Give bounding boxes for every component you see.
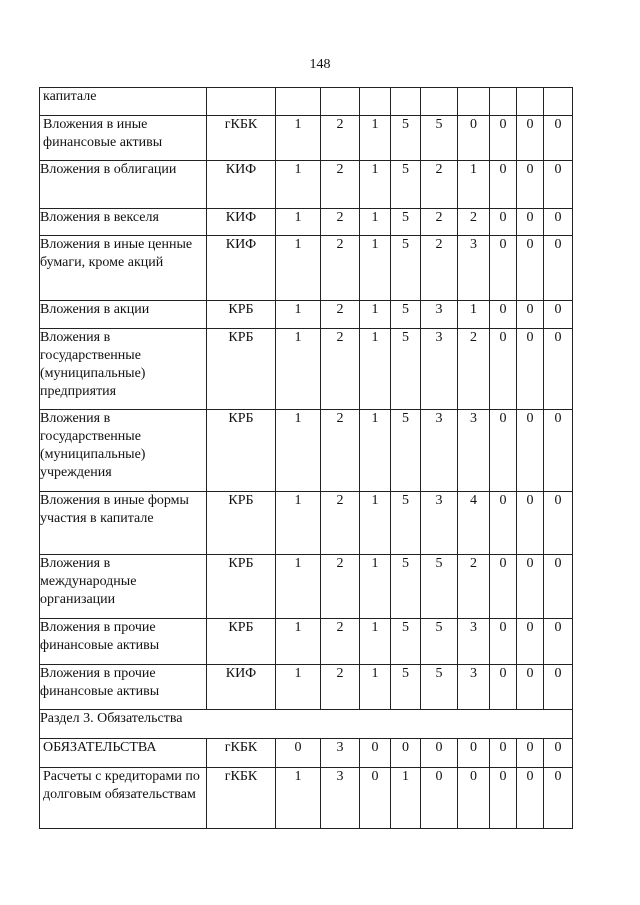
digit-cell: 1 bbox=[360, 492, 391, 555]
digit-cell: 0 bbox=[517, 619, 544, 665]
digit-cell: 2 bbox=[321, 665, 360, 710]
digit-cell: 1 bbox=[360, 209, 391, 236]
digit-cell: 5 bbox=[391, 410, 421, 492]
digit-cell: 2 bbox=[321, 161, 360, 209]
row-code: КИФ bbox=[207, 236, 276, 301]
digit-cell: 2 bbox=[321, 329, 360, 410]
row-code: КРБ bbox=[207, 329, 276, 410]
table-row bbox=[40, 739, 573, 768]
digit-cell: 1 bbox=[391, 768, 421, 829]
digit-cell: 0 bbox=[544, 768, 573, 829]
digit-cell: 0 bbox=[276, 739, 321, 768]
codes-table bbox=[39, 87, 573, 829]
page-number: 148 bbox=[309, 57, 331, 72]
row-name: Вложения в государственные (муниципальные) предприятия bbox=[40, 329, 207, 410]
digit-cell: 0 bbox=[490, 768, 517, 829]
section-title: Раздел 3. Обязательства bbox=[40, 710, 573, 739]
digit-cell: 0 bbox=[360, 768, 391, 829]
digit-cell: 5 bbox=[391, 301, 421, 329]
digit-cell: 0 bbox=[544, 209, 573, 236]
digit-cell: 0 bbox=[490, 555, 517, 619]
digit-cell: 0 bbox=[490, 329, 517, 410]
digit-cell: 3 bbox=[421, 301, 458, 329]
digit-cell: 0 bbox=[458, 116, 490, 161]
row-code: КРБ bbox=[207, 555, 276, 619]
digit-cell: 0 bbox=[517, 116, 544, 161]
digit-cell: 2 bbox=[321, 555, 360, 619]
digit-cell: 2 bbox=[458, 555, 490, 619]
digit-cell: 0 bbox=[391, 739, 421, 768]
digit-cell: 0 bbox=[544, 236, 573, 301]
digit-cell: 0 bbox=[544, 410, 573, 492]
row-code: гКБК bbox=[207, 739, 276, 768]
digit-cell: 3 bbox=[421, 492, 458, 555]
row-name: Вложения в международные организации bbox=[40, 555, 207, 619]
digit-cell: 0 bbox=[517, 739, 544, 768]
digit-cell: 1 bbox=[360, 329, 391, 410]
digit-cell: 3 bbox=[421, 329, 458, 410]
row-code: КИФ bbox=[207, 209, 276, 236]
digit-cell: 5 bbox=[391, 236, 421, 301]
table-row bbox=[40, 410, 573, 492]
digit-cell bbox=[517, 88, 544, 116]
digit-cell: 1 bbox=[276, 555, 321, 619]
digit-cell: 1 bbox=[276, 410, 321, 492]
row-code: КИФ bbox=[207, 665, 276, 710]
digit-cell: 0 bbox=[544, 329, 573, 410]
digit-cell: 0 bbox=[490, 665, 517, 710]
table-row bbox=[40, 116, 573, 161]
digit-cell: 2 bbox=[421, 161, 458, 209]
row-name: капитале bbox=[40, 88, 207, 116]
digit-cell: 0 bbox=[517, 665, 544, 710]
digit-cell: 0 bbox=[544, 619, 573, 665]
digit-cell: 0 bbox=[517, 301, 544, 329]
digit-cell: 1 bbox=[458, 301, 490, 329]
digit-cell: 3 bbox=[421, 410, 458, 492]
digit-cell: 0 bbox=[517, 768, 544, 829]
digit-cell: 1 bbox=[360, 410, 391, 492]
digit-cell: 3 bbox=[458, 236, 490, 301]
table-body bbox=[40, 88, 573, 829]
digit-cell: 0 bbox=[544, 492, 573, 555]
digit-cell: 3 bbox=[321, 739, 360, 768]
digit-cell: 5 bbox=[421, 116, 458, 161]
digit-cell: 0 bbox=[517, 410, 544, 492]
digit-cell bbox=[544, 88, 573, 116]
digit-cell: 0 bbox=[490, 209, 517, 236]
digit-cell: 1 bbox=[360, 555, 391, 619]
row-code bbox=[207, 88, 276, 116]
digit-cell: 1 bbox=[276, 619, 321, 665]
row-code: КИФ bbox=[207, 161, 276, 209]
row-name: Расчеты с кредиторами по долговым обязательствам bbox=[40, 768, 207, 829]
digit-cell: 0 bbox=[517, 555, 544, 619]
row-name: ОБЯЗАТЕЛЬСТВА bbox=[40, 739, 207, 768]
digit-cell: 1 bbox=[276, 116, 321, 161]
row-code: гКБК bbox=[207, 768, 276, 829]
digit-cell: 2 bbox=[321, 209, 360, 236]
digit-cell: 3 bbox=[458, 665, 490, 710]
table-row bbox=[40, 161, 573, 209]
digit-cell: 0 bbox=[544, 555, 573, 619]
row-code: КРБ bbox=[207, 492, 276, 555]
digit-cell: 0 bbox=[421, 768, 458, 829]
digit-cell: 0 bbox=[517, 329, 544, 410]
digit-cell: 1 bbox=[276, 209, 321, 236]
row-code: КРБ bbox=[207, 619, 276, 665]
digit-cell: 0 bbox=[490, 619, 517, 665]
digit-cell: 0 bbox=[517, 209, 544, 236]
digit-cell: 1 bbox=[276, 492, 321, 555]
digit-cell bbox=[360, 88, 391, 116]
digit-cell: 0 bbox=[490, 739, 517, 768]
digit-cell: 0 bbox=[490, 301, 517, 329]
digit-cell: 0 bbox=[517, 161, 544, 209]
digit-cell: 0 bbox=[544, 301, 573, 329]
digit-cell: 4 bbox=[458, 492, 490, 555]
digit-cell: 5 bbox=[391, 329, 421, 410]
row-name: Вложения в прочие финансовые активы bbox=[40, 619, 207, 665]
digit-cell: 5 bbox=[391, 665, 421, 710]
digit-cell: 0 bbox=[490, 236, 517, 301]
row-name: Вложения в векселя bbox=[40, 209, 207, 236]
digit-cell: 1 bbox=[360, 301, 391, 329]
row-name: Вложения в государственные (муниципальные) учреждения bbox=[40, 410, 207, 492]
digit-cell: 2 bbox=[458, 209, 490, 236]
digit-cell: 0 bbox=[490, 116, 517, 161]
digit-cell: 0 bbox=[490, 161, 517, 209]
digit-cell: 1 bbox=[360, 619, 391, 665]
digit-cell: 1 bbox=[360, 161, 391, 209]
digit-cell: 1 bbox=[458, 161, 490, 209]
digit-cell: 3 bbox=[321, 768, 360, 829]
table-row bbox=[40, 236, 573, 301]
digit-cell: 1 bbox=[360, 236, 391, 301]
digit-cell: 1 bbox=[276, 301, 321, 329]
digit-cell: 0 bbox=[421, 739, 458, 768]
digit-cell: 5 bbox=[391, 209, 421, 236]
digit-cell: 2 bbox=[421, 209, 458, 236]
digit-cell: 2 bbox=[321, 410, 360, 492]
section-row bbox=[40, 710, 573, 739]
row-name: Вложения в иные ценные бумаги, кроме акций bbox=[40, 236, 207, 301]
table-row bbox=[40, 209, 573, 236]
digit-cell: 0 bbox=[544, 739, 573, 768]
digit-cell: 1 bbox=[360, 665, 391, 710]
digit-cell: 1 bbox=[276, 768, 321, 829]
digit-cell: 2 bbox=[321, 619, 360, 665]
digit-cell: 0 bbox=[490, 492, 517, 555]
row-name: Вложения в иные формы участия в капитале bbox=[40, 492, 207, 555]
digit-cell: 0 bbox=[360, 739, 391, 768]
digit-cell: 2 bbox=[458, 329, 490, 410]
digit-cell bbox=[458, 88, 490, 116]
digit-cell bbox=[490, 88, 517, 116]
table-row bbox=[40, 768, 573, 829]
table-row bbox=[40, 329, 573, 410]
row-name: Вложения в иные финансовые активы bbox=[40, 116, 207, 161]
digit-cell: 5 bbox=[391, 116, 421, 161]
table-row bbox=[40, 555, 573, 619]
row-code: гКБК bbox=[207, 116, 276, 161]
digit-cell: 0 bbox=[458, 768, 490, 829]
digit-cell: 1 bbox=[276, 665, 321, 710]
digit-cell bbox=[321, 88, 360, 116]
row-name: Вложения в прочие финансовые активы bbox=[40, 665, 207, 710]
table-row bbox=[40, 619, 573, 665]
digit-cell bbox=[391, 88, 421, 116]
digit-cell: 1 bbox=[276, 236, 321, 301]
digit-cell: 2 bbox=[321, 116, 360, 161]
digit-cell: 0 bbox=[544, 116, 573, 161]
digit-cell: 0 bbox=[517, 236, 544, 301]
table-row bbox=[40, 665, 573, 710]
table-row bbox=[40, 301, 573, 329]
digit-cell: 5 bbox=[421, 619, 458, 665]
digit-cell: 2 bbox=[321, 236, 360, 301]
digit-cell: 2 bbox=[321, 301, 360, 329]
digit-cell: 2 bbox=[421, 236, 458, 301]
digit-cell: 3 bbox=[458, 410, 490, 492]
digit-cell bbox=[276, 88, 321, 116]
digit-cell: 1 bbox=[360, 116, 391, 161]
digit-cell: 1 bbox=[276, 161, 321, 209]
digit-cell: 1 bbox=[276, 329, 321, 410]
digit-cell: 5 bbox=[391, 619, 421, 665]
row-name: Вложения в акции bbox=[40, 301, 207, 329]
digit-cell: 3 bbox=[458, 619, 490, 665]
digit-cell bbox=[421, 88, 458, 116]
row-code: КРБ bbox=[207, 301, 276, 329]
digit-cell: 0 bbox=[517, 492, 544, 555]
table-row bbox=[40, 88, 573, 116]
digit-cell: 5 bbox=[421, 555, 458, 619]
table-row bbox=[40, 492, 573, 555]
row-name: Вложения в облигации bbox=[40, 161, 207, 209]
digit-cell: 5 bbox=[391, 161, 421, 209]
digit-cell: 2 bbox=[321, 492, 360, 555]
digit-cell: 5 bbox=[391, 492, 421, 555]
digit-cell: 5 bbox=[421, 665, 458, 710]
digit-cell: 0 bbox=[544, 161, 573, 209]
digit-cell: 0 bbox=[490, 410, 517, 492]
digit-cell: 0 bbox=[544, 665, 573, 710]
digit-cell: 0 bbox=[458, 739, 490, 768]
digit-cell: 5 bbox=[391, 555, 421, 619]
row-code: КРБ bbox=[207, 410, 276, 492]
